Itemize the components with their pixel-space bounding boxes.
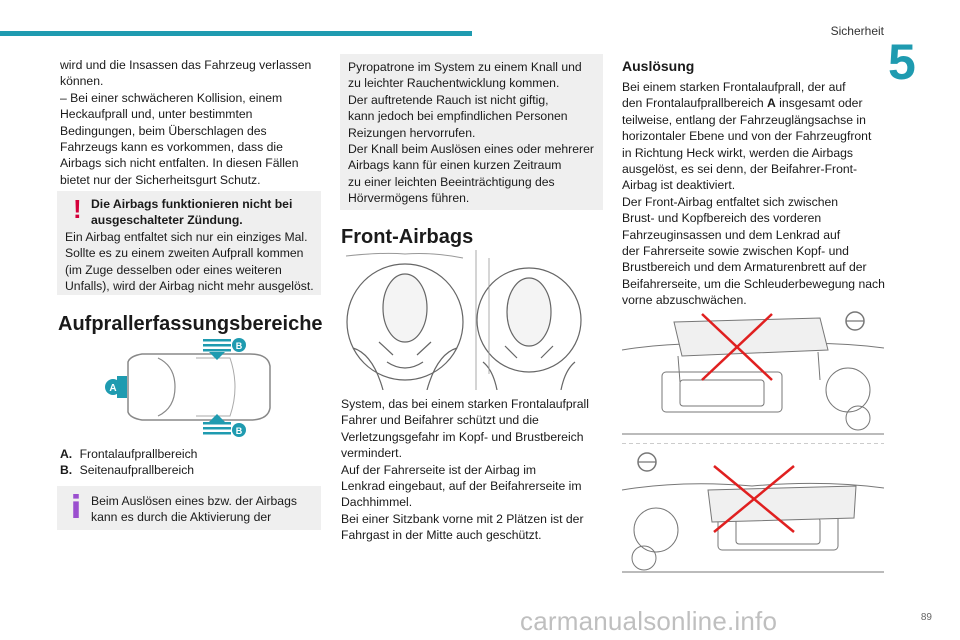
intro-paragraph: wird und die Insassen das Fahrzeug verlassen können. – Bei einer schwächeren Kollision, einem Heckaufprall und, unter bestimmten Bedingungen, beim Überschlagen des Fahrzeugs kann es vorkommen, dass die Airbags sich nicht entfalten. In diesen Fällen bietet nur der Sicherheitsgurt Schutz. xyxy=(60,58,312,187)
section-heading-impact-zones: Aufprallerfassungsbereiche xyxy=(58,313,323,335)
watermark: carmanualsonline.info xyxy=(520,606,778,636)
deployment-body-part1: Bei einem starken Frontalaufprall, der auf den Frontalaufprallbereich xyxy=(622,80,846,111)
legend-text: Seitenaufprallbereich xyxy=(79,463,195,477)
svg-text:A: A xyxy=(109,383,117,394)
info-continuation-box xyxy=(340,54,603,210)
info-text: Beim Auslösen eines bzw. der Airbags kann es durch die Aktivierung der xyxy=(91,494,297,525)
impact-zones-figure xyxy=(100,336,280,440)
legend-item-a xyxy=(60,447,197,461)
header-accent-bar xyxy=(0,31,472,36)
deployment-body-part2: insgesamt oder teilweise, entlang der Fahrzeuglängsachse in horizontaler Ebene und von der Fahrzeugfront in Richtung Heck wirkt, werden die Airbags ausgelöst, es sei denn, der Beifahrer-Front- Airbag ist deaktiviert. Der Front-Airbag entfaltet sich zwischen Brust- und Kopfbereich des vorderen Fahrzeuginsassen und dem Lenkrad auf der Fahrerseite sowie zwischen Kopf- und Brustbereich und dem Armaturenbrett auf der Beifahrerseite, um die Schleuderbewegung nach vorne abzuschwächen. xyxy=(622,96,885,308)
legend-text: Frontalaufprallbereich xyxy=(79,447,198,461)
front-airbags-illustration xyxy=(343,250,585,390)
legend-item-b xyxy=(60,463,194,477)
legend-key: A. xyxy=(60,447,73,461)
warning-box xyxy=(57,191,321,295)
section-heading-deployment: Auslösung xyxy=(622,58,695,74)
warning-exclamation-icon: ! xyxy=(73,194,82,224)
incorrect-seating-illustration-bottom xyxy=(622,446,884,580)
section-title: Sicherheit xyxy=(830,24,884,38)
info-box xyxy=(57,486,321,530)
deployment-body xyxy=(622,79,886,309)
legend-key: B. xyxy=(60,463,73,477)
info-continuation-text: Pyropatrone im System zu einem Knall und zu leichter Rauchentwicklung kommen. Der auftretende Rauch ist nicht giftig, kann jedoch bei empfindlichen Personen Reizungen hervorrufen. Der Knall beim Auslösen eines oder mehrerer Airbags kann für einen kurzen Zeitraum zu einer leichten Beeinträchtigung des Hörvermögens führen. xyxy=(348,60,594,206)
warning-title: Die Airbags funktionieren nicht bei ausgeschalteter Zündung. xyxy=(91,197,293,228)
front-airbags-body: System, das bei einem starken Frontalaufprall Fahrer und Beifahrer schützt und die Verletzungsgefahr im Kopf- und Brustbereich vermindert. Auf der Fahrerseite ist der Airbag im Lenkrad eingebaut, auf der Beifahrerseite im Dachhimmel. Bei einer Sitzbank vorne mit 2 Plätzen ist der Fahrgast in der Mitte auch geschützt. xyxy=(341,397,589,543)
svg-text:B: B xyxy=(235,341,243,351)
warning-text: Ein Airbag entfaltet sich nur ein einziges Mal. Sollte es zu einem zweiten Aufprall kommen (im Zuge desselben oder eines weiteren Unfalls), wird der Airbag nicht mehr ausgelöst. xyxy=(65,230,314,294)
incorrect-seating-illustration-top xyxy=(622,310,884,444)
section-heading-front-airbags: Front-Airbags xyxy=(341,226,474,248)
deployment-zone-ref: A xyxy=(766,96,776,111)
info-icon xyxy=(71,494,81,518)
page-number: 89 xyxy=(920,612,932,623)
svg-text:B: B xyxy=(235,426,243,436)
chapter-number: 5 xyxy=(888,34,916,90)
